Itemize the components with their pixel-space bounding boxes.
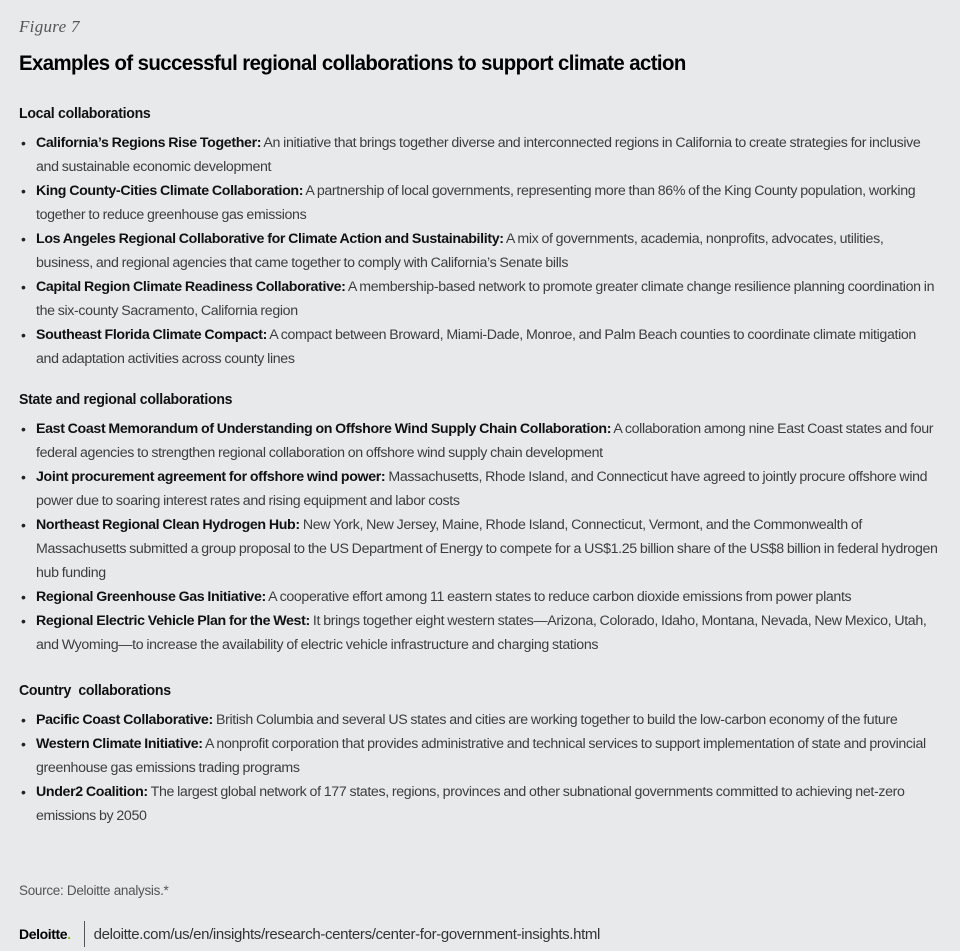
item-description: A membership-based network to promote greater climate change resilience planning coordination in the six-county Sacramento, California region — [36, 279, 935, 319]
item-name: Los Angeles Regional Collaborative for Climate Action and Sustainability: — [36, 231, 504, 247]
list-item — [19, 131, 939, 179]
collaboration-list — [19, 417, 939, 657]
list-item — [19, 708, 939, 732]
collaboration-list — [19, 708, 939, 828]
section-heading: Country collaborations — [19, 682, 171, 699]
bullet-icon: • — [21, 613, 26, 629]
item-description: An initiative that brings together diverse and interconnected regions in California to create strategies for inclusive and sustainable economic development — [36, 135, 921, 175]
logo-dot-icon: . — [67, 926, 71, 942]
bullet-icon: • — [21, 279, 26, 295]
item-description: The largest global network of 177 states, regions, provinces and other subnational governments committed to achieving net-zero emissions by 2050 — [36, 784, 905, 824]
item-name: Western Climate Initiative: — [36, 736, 203, 752]
item-description: A partnership of local governments, representing more than 86% of the King County population, working together to reduce greenhouse gas emissions — [36, 183, 916, 223]
item-name: California’s Regions Rise Together: — [36, 135, 262, 151]
item-description: A collaboration among nine East Coast states and four federal agencies to strengthen regional collaboration on offshore wind supply chain development — [36, 421, 934, 461]
section-heading: State and regional collaborations — [19, 391, 233, 408]
item-description: A nonprofit corporation that provides administrative and technical services to support implementation of state and provincial greenhouse gas emissions trading programs — [36, 736, 926, 776]
bullet-icon: • — [21, 712, 26, 728]
bullet-icon: • — [21, 589, 26, 605]
item-description: Massachusetts, Rhode Island, and Connecticut have agreed to jointly procure offshore wind power due to soaring interest rates and rising equipment and labor costs — [36, 469, 928, 509]
bullet-icon: • — [21, 469, 26, 485]
figure-title: Examples of successful regional collaborations to support climate action — [19, 52, 686, 75]
bullet-icon: • — [21, 517, 26, 533]
bullet-icon: • — [21, 784, 26, 800]
item-name: Regional Greenhouse Gas Initiative: — [36, 589, 266, 605]
item-name: Under2 Coalition: — [36, 784, 148, 800]
item-description: A cooperative effort among 11 eastern states to reduce carbon dioxide emissions from power plants — [265, 589, 852, 605]
item-name: Northeast Regional Clean Hydrogen Hub: — [36, 517, 300, 533]
list-item — [19, 780, 939, 828]
section-local-collaborations — [19, 103, 939, 371]
item-name: Joint procurement agreement for offshore wind power: — [36, 469, 386, 485]
figure-label: Figure 7 — [19, 17, 80, 36]
list-item — [19, 513, 939, 585]
item-name: King County-Cities Climate Collaboration: — [36, 183, 304, 199]
source-note: Source: Deloitte analysis.* — [19, 883, 169, 898]
bullet-icon: • — [21, 135, 26, 151]
bullet-icon: • — [21, 327, 26, 343]
item-name: Pacific Coast Collaborative: — [36, 712, 213, 728]
logo-text: Deloitte — [19, 926, 68, 942]
deloitte-logo — [19, 926, 71, 942]
footer-divider — [84, 921, 85, 947]
item-name: Southeast Florida Climate Compact: — [36, 327, 267, 343]
section-country-collaborations — [19, 680, 939, 828]
item-name: Regional Electric Vehicle Plan for the West: — [36, 613, 310, 629]
item-description: British Columbia and several US states and cities are working together to build the low-carbon economy of the future — [212, 712, 898, 728]
list-item — [19, 585, 939, 609]
item-name: Capital Region Climate Readiness Collaborative: — [36, 279, 346, 295]
list-item — [19, 179, 939, 227]
bullet-icon: • — [21, 736, 26, 752]
list-item — [19, 732, 939, 780]
section-heading: Local collaborations — [19, 105, 151, 122]
item-description: New York, New Jersey, Maine, Rhode Island, Connecticut, Vermont, and the Commonwealth of Massachusetts submitted a group proposal to the US Department of Energy to compete for a US$1.25 billion share of the US$8 billion in federal hydrogen hub funding — [36, 517, 938, 581]
list-item — [19, 465, 939, 513]
list-item — [19, 227, 939, 275]
item-name: East Coast Memorandum of Understanding on Offshore Wind Supply Chain Collaboration: — [36, 421, 612, 437]
list-item — [19, 275, 939, 323]
bullet-icon: • — [21, 421, 26, 437]
list-item — [19, 609, 939, 657]
item-description: It brings together eight western states—Arizona, Colorado, Idaho, Montana, Nevada, New Mexico, Utah, and Wyoming—to increase the availability of electric vehicle infrastructure and charging stations — [36, 613, 927, 653]
section-state-regional-collaborations — [19, 389, 939, 657]
item-description: A compact between Broward, Miami-Dade, Monroe, and Palm Beach counties to coordinate climate mitigation and adaptation activities across county lines — [36, 327, 916, 367]
list-item — [19, 417, 939, 465]
footer — [19, 921, 600, 947]
collaboration-list — [19, 131, 939, 371]
bullet-icon: • — [21, 183, 26, 199]
item-description: A mix of governments, academia, nonprofits, advocates, utilities, business, and regional agencies that came together to comply with California’s Senate bills — [36, 231, 884, 271]
footer-url-link[interactable]: deloitte.com/us/en/insights/research-centers/center-for-government-insights.html — [93, 925, 601, 943]
list-item — [19, 323, 939, 371]
bullet-icon: • — [21, 231, 26, 247]
